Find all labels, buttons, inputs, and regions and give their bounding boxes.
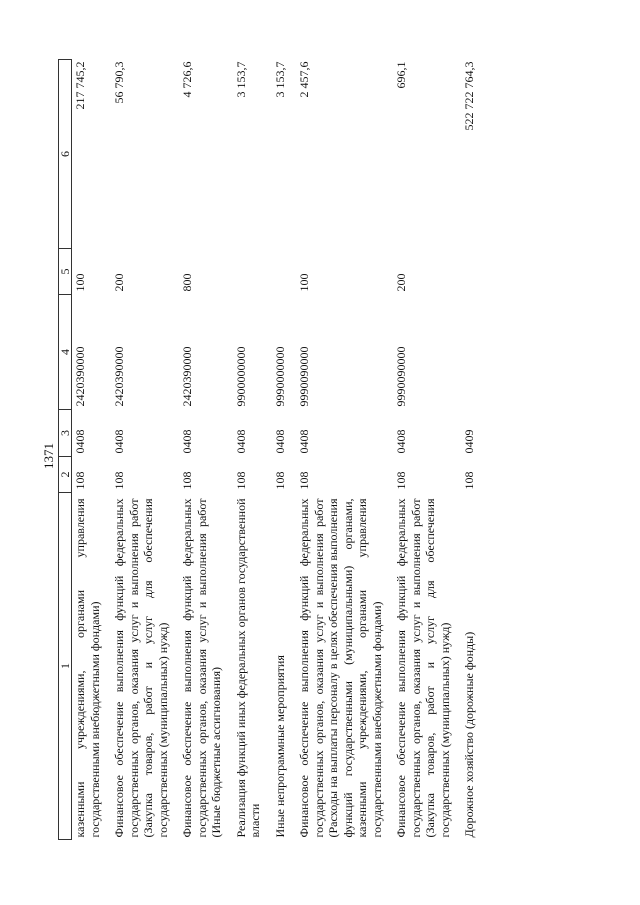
row-amount: 3 153,7 <box>272 61 287 98</box>
row-amount: 217 745,2 <box>73 61 87 110</box>
row-amount: 696,1 <box>394 61 408 89</box>
header-col-4: 4 <box>59 295 72 410</box>
row-section-code: 0408 <box>233 429 248 454</box>
row-amount: 4 726,6 <box>180 61 194 98</box>
row-target-code <box>458 295 483 410</box>
row-description: Финансовое обеспечение выполнения функций федеральных государственных органов, оказания услуг и выполнения работ (Закупка товаров, работ и услуг для обеспечения государственных (муниципальных) нужд) <box>394 498 452 838</box>
row-ministry-code: 108 <box>394 471 408 490</box>
row-ministry-code: 108 <box>73 471 87 490</box>
row-expense-type <box>230 249 269 295</box>
page-number: 1371 <box>41 443 56 469</box>
row-expense-type: 200 <box>394 273 408 292</box>
table-row <box>458 60 483 840</box>
row-description: Иные непрограммные мероприятия <box>272 655 287 838</box>
row-target-code: 9900000000 <box>233 346 248 407</box>
row-description: Реализация функций иных федеральных органов государственной власти <box>233 498 262 838</box>
row-description: Дорожное хозяйство (дорожные фонды) <box>462 631 476 838</box>
row-section-code: 0408 <box>180 429 194 454</box>
row-description: Финансовое обеспечение выполнения функций федеральных государственных органов, оказания услуг и выполнения работ (Расходы на выплаты персоналу в целях обеспечения выполнения функций государственными (муниципальными) органами, казенными учреждениями, органами управления государственными внебюджетными фондами) <box>297 498 384 838</box>
row-amount: 56 790,3 <box>112 61 126 104</box>
row-amount: 2 457,6 <box>297 61 311 98</box>
row-section-code: 0408 <box>73 429 87 454</box>
table-row <box>269 60 294 840</box>
row-amount: 3 153,7 <box>233 61 248 98</box>
row-target-code: 9990000000 <box>272 346 287 407</box>
row-ministry-code: 108 <box>462 471 476 490</box>
row-expense-type: 100 <box>297 273 311 292</box>
row-expense-type <box>269 249 294 295</box>
row-target-code: 2420390000 <box>180 346 194 407</box>
header-col-2: 2 <box>59 457 72 493</box>
row-section-code: 0408 <box>297 429 311 454</box>
table-body <box>72 60 483 840</box>
row-ministry-code: 108 <box>272 471 287 490</box>
row-target-code: 2420390000 <box>112 346 126 407</box>
row-target-code: 9990090000 <box>297 346 311 407</box>
table-row <box>390 60 458 840</box>
row-target-code: 2420390000 <box>73 346 87 407</box>
table-row <box>230 60 269 840</box>
row-expense-type: 100 <box>73 273 87 292</box>
row-expense-type <box>458 249 483 295</box>
header-col-6: 6 <box>59 60 72 249</box>
row-ministry-code: 108 <box>233 471 248 490</box>
header-col-3: 3 <box>59 410 72 457</box>
row-expense-type: 800 <box>180 273 194 292</box>
table-row <box>176 60 230 840</box>
table-row <box>72 60 109 840</box>
row-description: Финансовое обеспечение выполнения функций федеральных государственных органов, оказания услуг и выполнения работ (Закупка товаров, работ и услуг для обеспечения государственных (муниципальных) нужд) <box>112 498 170 838</box>
row-section-code: 0408 <box>394 429 408 454</box>
row-section-code: 0409 <box>462 429 476 454</box>
row-description: Финансовое обеспечение выполнения функций федеральных государственных органов, оказания услуг и выполнения работ (Иные бюджетные ассигнования) <box>180 498 223 838</box>
row-ministry-code: 108 <box>297 471 311 490</box>
table-row <box>108 60 176 840</box>
rotated-table-container <box>58 60 538 840</box>
row-expense-type: 200 <box>112 273 126 292</box>
row-target-code: 9990090000 <box>394 346 408 407</box>
header-col-5: 5 <box>59 249 72 295</box>
budget-table <box>58 59 483 840</box>
row-section-code: 0408 <box>112 429 126 454</box>
row-ministry-code: 108 <box>180 471 194 490</box>
table-header <box>59 60 72 840</box>
row-amount: 522 722 764,3 <box>462 61 476 131</box>
row-ministry-code: 108 <box>112 471 126 490</box>
row-description: казенными учреждениями, органами управления государственными внебюджетными фондами) <box>73 498 102 838</box>
header-col-1: 1 <box>59 493 72 840</box>
row-section-code: 0408 <box>272 429 287 454</box>
table-row <box>293 60 390 840</box>
